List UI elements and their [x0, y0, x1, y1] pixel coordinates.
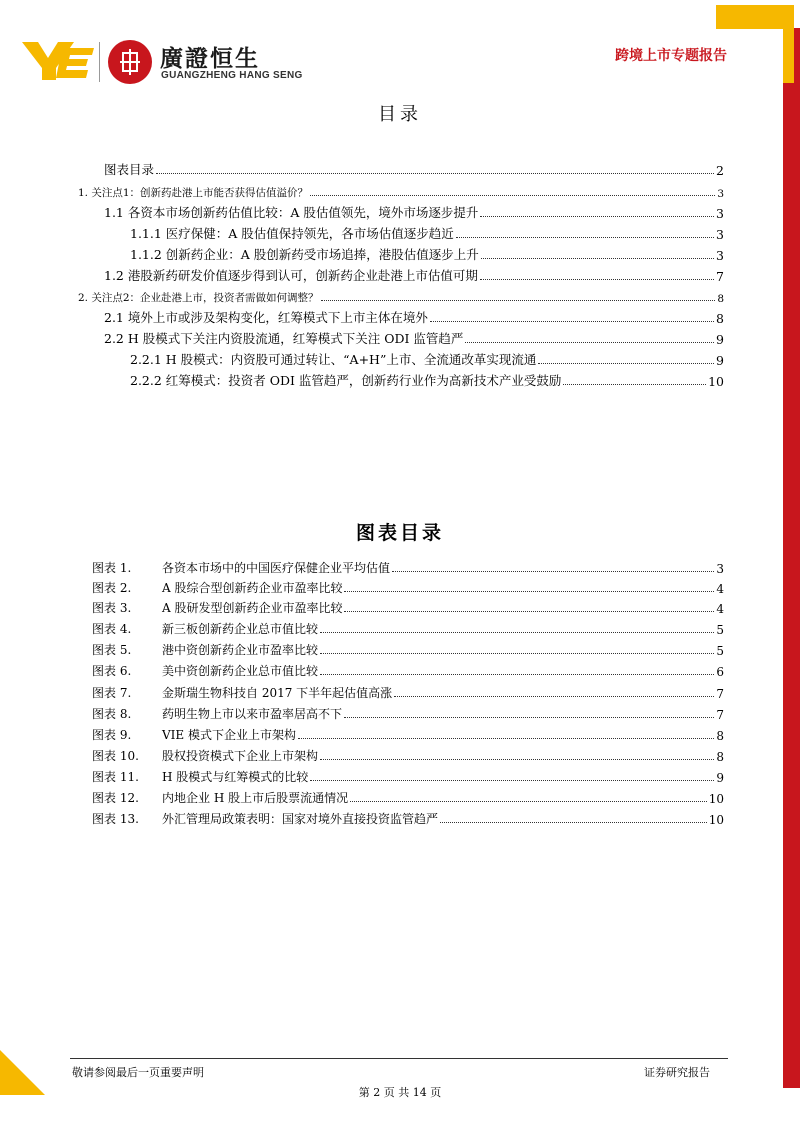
- toc-entry-page: 3: [716, 227, 724, 242]
- toc-entry[interactable]: [104, 327, 724, 347]
- figure-entry[interactable]: [92, 598, 724, 616]
- logo-divider: [99, 42, 100, 82]
- figure-label: H 股模式与红筹模式的比较: [162, 770, 309, 784]
- toc-entry-label: 2. 关注点2：企业赴港上市，投资者需做如何调整？: [78, 292, 319, 304]
- figure-number: 图表 1.: [92, 561, 132, 575]
- footer-rule: [70, 1058, 728, 1059]
- figure-page: 5: [716, 623, 724, 637]
- report-type: 跨境上市专题报告: [615, 48, 727, 64]
- toc-title: 目录: [378, 104, 422, 125]
- footer-doc-type: 证券研究报告: [644, 1066, 710, 1079]
- figure-number: 图表 4.: [92, 622, 132, 636]
- toc-entry-label: 图表目录: [104, 162, 155, 177]
- figure-label: 金斯瑞生物科技自 2017 下半年起估值高涨: [162, 686, 393, 700]
- figure-entry[interactable]: [92, 640, 724, 658]
- figure-list-title: 图表目录: [355, 522, 444, 544]
- seal-logo-icon: [108, 40, 152, 84]
- footer-disclaimer: 敬请参阅最后一页重要声明: [72, 1066, 204, 1079]
- toc-entry-label: 2.2.2 红筹模式：投资者 ODI 监管趋严，创新药行业作为高新技术产业受鼓励: [130, 373, 562, 388]
- brand-name-cn: 廣證恒生: [160, 46, 260, 72]
- figure-label: A 股研发型创新药企业市盈率比较: [162, 601, 343, 615]
- brand-name-en: GUANGZHENG HANG SENG: [161, 70, 303, 81]
- figure-entry[interactable]: [92, 767, 724, 785]
- figure-label: 港中资创新药企业市盈率比较: [162, 643, 319, 657]
- toc-entry-label: 2.1 境外上市或涉及架构变化，红筹模式下上市主体在境外: [104, 310, 428, 325]
- figure-label: 股权投资模式下企业上市架构: [162, 749, 319, 763]
- figure-label: A 股综合型创新药企业市盈率比较: [162, 581, 343, 595]
- figure-page: 9: [716, 771, 724, 785]
- decorative-bar-right-accent: [783, 28, 794, 83]
- toc-entry-label: 1. 关注点1：创新药赴港上市能否获得估值溢价？: [78, 187, 309, 199]
- figure-page: 4: [716, 602, 724, 616]
- figure-number: 图表 7.: [92, 686, 132, 700]
- figure-entry[interactable]: [92, 558, 724, 576]
- toc-entry[interactable]: [78, 180, 724, 200]
- figure-page: 7: [716, 687, 724, 701]
- figure-number: 图表 12.: [92, 791, 139, 805]
- toc-entry-page: 9: [716, 353, 724, 368]
- figure-label: 药明生物上市以来市盈率居高不下: [162, 707, 343, 721]
- figure-entry[interactable]: [92, 704, 724, 722]
- toc-entry[interactable]: [78, 285, 724, 305]
- toc-entry[interactable]: [130, 243, 724, 263]
- figure-entry[interactable]: [92, 619, 724, 637]
- figure-number: 图表 9.: [92, 728, 132, 742]
- ye-logo-icon: [22, 40, 94, 86]
- figure-number: 图表 5.: [92, 643, 132, 657]
- toc-entry[interactable]: [104, 306, 724, 326]
- toc-entry[interactable]: [130, 348, 724, 368]
- figure-label: 新三板创新药企业总市值比较: [162, 622, 319, 636]
- figure-page: 10: [708, 813, 724, 827]
- figure-number: 图表 6.: [92, 664, 132, 678]
- figure-page: 3: [716, 562, 724, 576]
- figure-label: 内地企业 H 股上市后股票流通情况: [162, 791, 349, 805]
- figure-page: 4: [716, 582, 724, 596]
- toc-entry[interactable]: [130, 222, 724, 242]
- figure-page: 10: [708, 792, 724, 806]
- figure-number: 图表 8.: [92, 707, 132, 721]
- figure-page: 8: [716, 750, 724, 764]
- figure-label: 美中资创新药企业总市值比较: [162, 664, 319, 678]
- figure-entry[interactable]: [92, 788, 724, 806]
- toc-entry-label: 1.1.2 创新药企业：A 股创新药受市场追捧，港股估值逐步上升: [130, 247, 479, 262]
- figure-label: 各资本市场中的中国医疗保健企业平均估值: [162, 561, 391, 575]
- toc-entry-page: 7: [716, 269, 724, 284]
- toc-entry-label: 1.2 港股新药研发价值逐步得到认可，创新药企业赴港上市估值可期: [104, 268, 478, 283]
- toc-entry-label: 2.2 H 股模式下关注内资股流通，红筹模式下关注 ODI 监管趋严: [104, 331, 464, 346]
- toc-entry-page: 8: [716, 311, 724, 326]
- figure-entry[interactable]: [92, 809, 724, 827]
- toc-entry-page: 8: [717, 293, 724, 305]
- toc-entry-page: 3: [717, 188, 724, 200]
- toc-entry[interactable]: [104, 264, 724, 284]
- toc-entry-label: 1.1 各资本市场创新药估值比较：A 股估值领先，境外市场逐步提升: [104, 205, 479, 220]
- footer-page-number: 第 2 页 共 14 页: [358, 1086, 442, 1099]
- figure-page: 7: [716, 708, 724, 722]
- toc-entry-label: 2.2.1 H 股模式：内资股可通过转让、“A+H”上市、全流通改革实现流通: [130, 352, 537, 367]
- toc-entry-page: 3: [716, 248, 724, 263]
- figure-entry[interactable]: [92, 746, 724, 764]
- toc-entry-page: 9: [716, 332, 724, 347]
- figure-page: 6: [716, 665, 724, 679]
- figure-entry[interactable]: [92, 661, 724, 679]
- figure-label: 外汇管理局政策表明：国家对境外直接投资监管趋严: [162, 812, 439, 826]
- figure-number: 图表 11.: [92, 770, 139, 784]
- toc-entry-label: 1.1.1 医疗保健：A 股估值保持领先，各市场估值逐步趋近: [130, 226, 454, 241]
- figure-page: 8: [716, 729, 724, 743]
- figure-page: 5: [716, 644, 724, 658]
- decorative-bar-right: [783, 28, 800, 1088]
- figure-entry[interactable]: [92, 578, 724, 596]
- figure-entry[interactable]: [92, 725, 724, 743]
- toc-entry[interactable]: [104, 158, 724, 178]
- toc-entry[interactable]: [104, 201, 724, 221]
- figure-number: 图表 3.: [92, 601, 132, 615]
- figure-number: 图表 2.: [92, 581, 132, 595]
- figure-label: VIE 模式下企业上市架构: [162, 728, 296, 742]
- figure-number: 图表 13.: [92, 812, 139, 826]
- figure-number: 图表 10.: [92, 749, 139, 763]
- toc-entry-page: 10: [708, 374, 724, 389]
- decorative-bar-top: [716, 5, 794, 29]
- toc-entry[interactable]: [130, 369, 724, 389]
- toc-entry-page: 3: [716, 206, 724, 221]
- figure-entry[interactable]: [92, 683, 724, 701]
- toc-entry-page: 2: [716, 163, 724, 178]
